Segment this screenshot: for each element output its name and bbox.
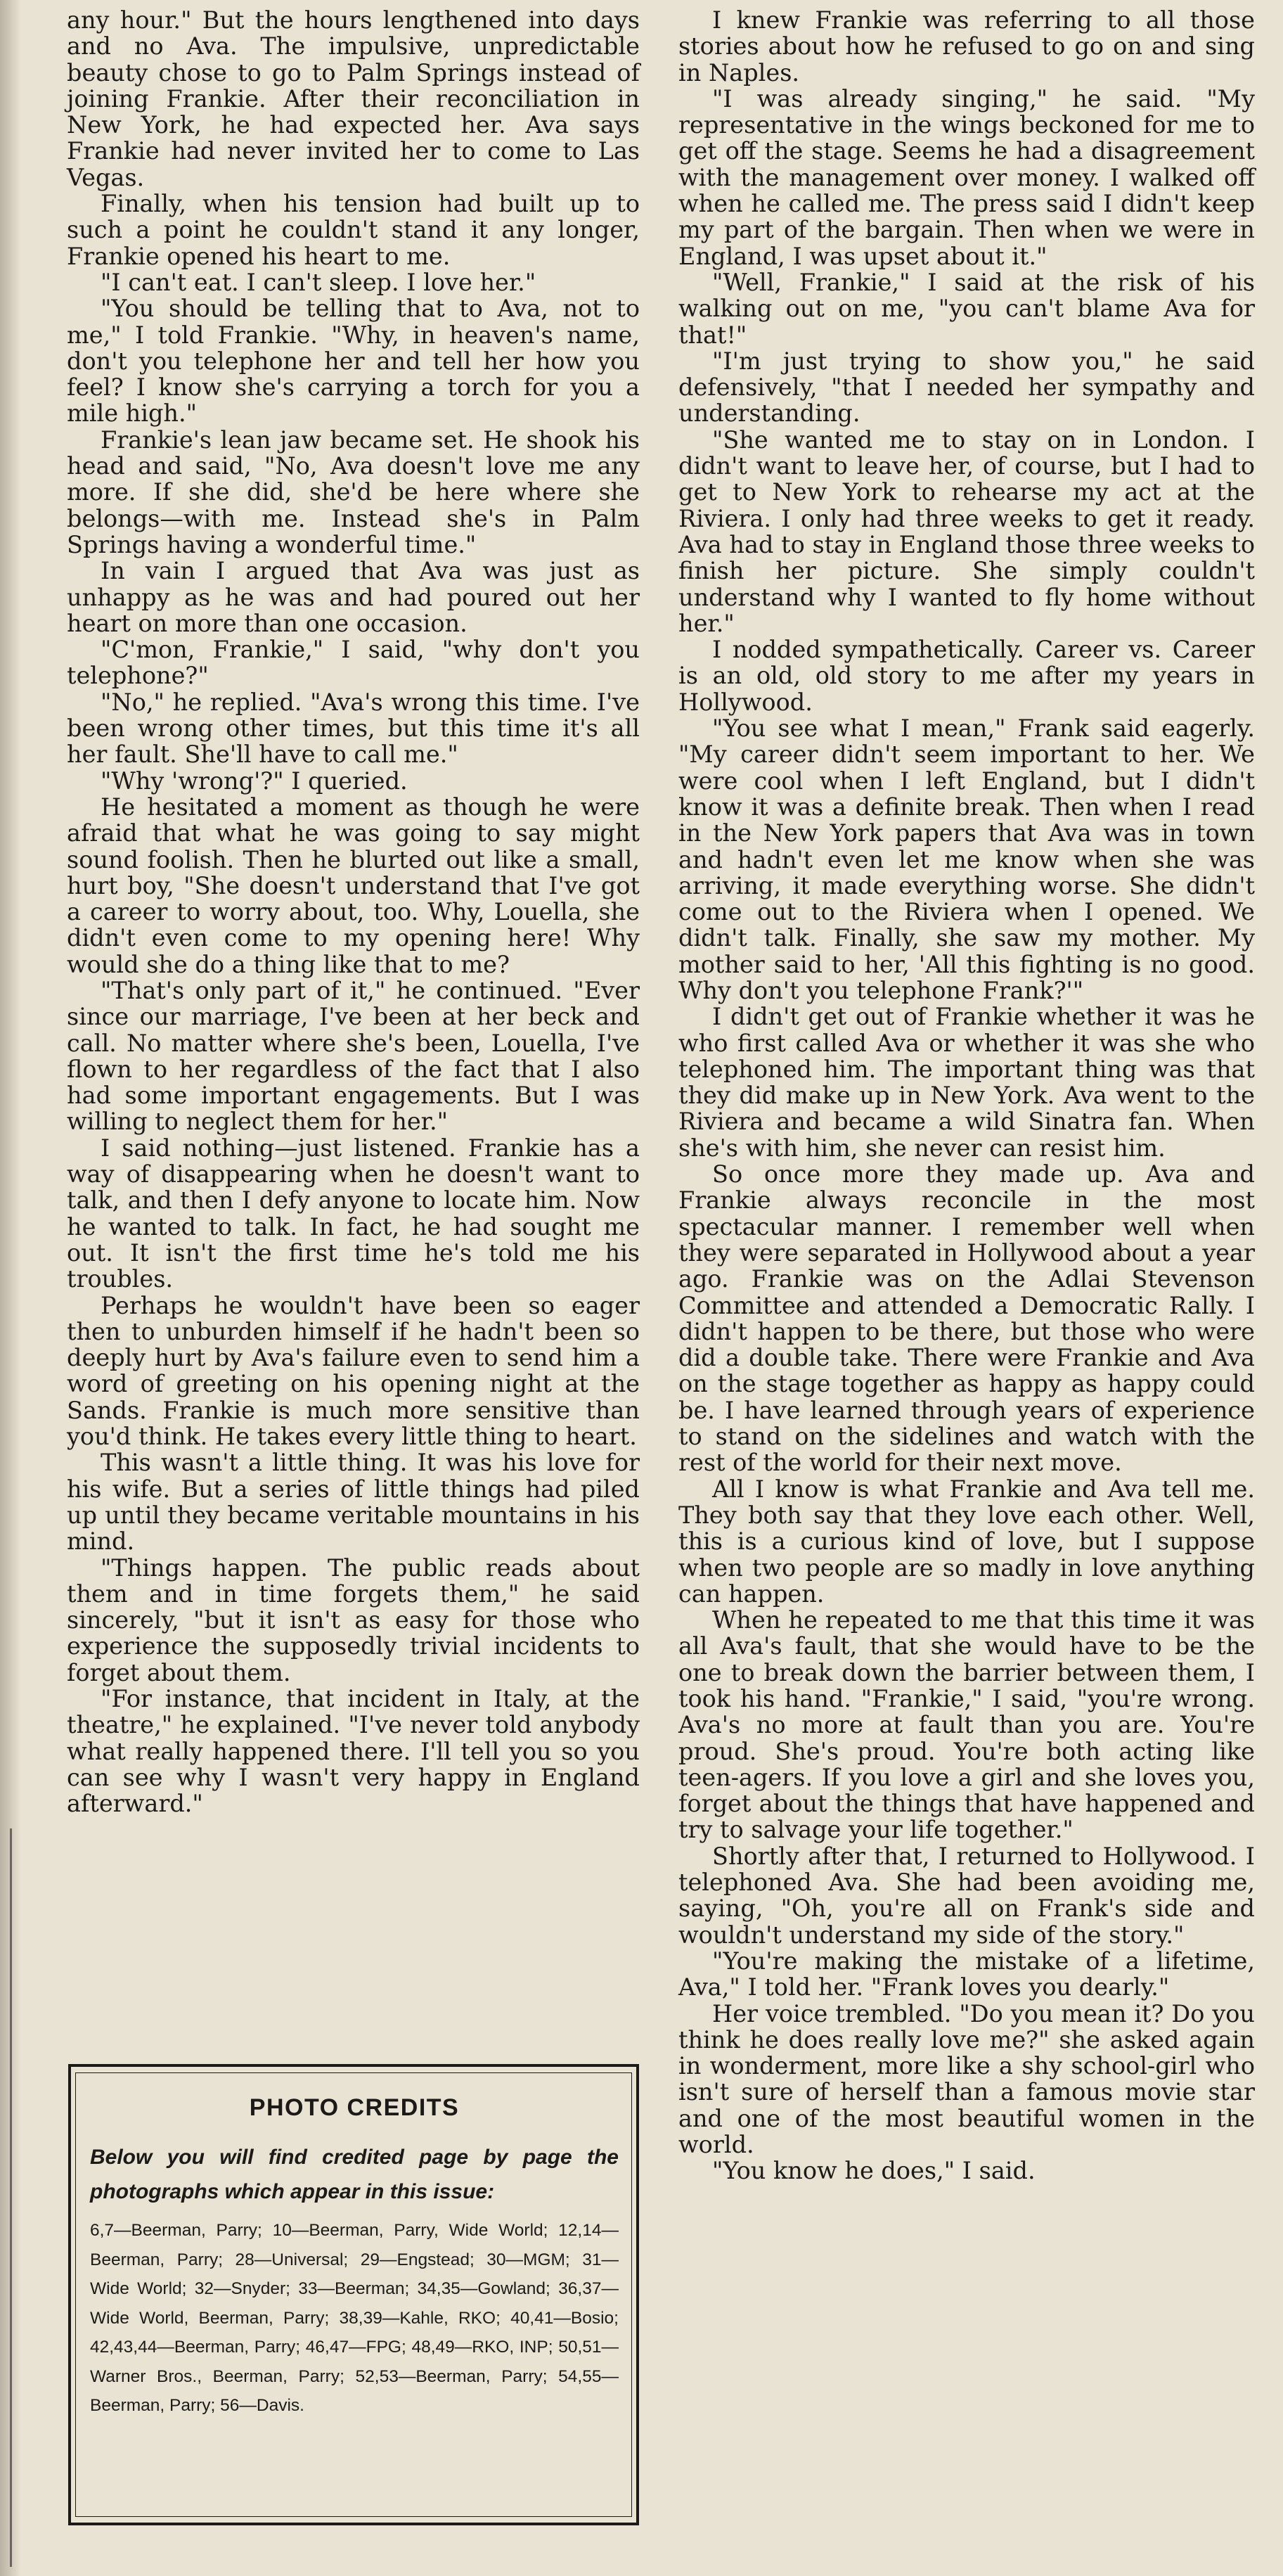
article-paragraph: "You should be telling that to Ava, not to me," I told Frankie. "Why, in heaven's name, don't you telephone her and tell her how you feel? I know she's carrying a torch for you a mile high.": [67, 295, 640, 428]
article-paragraph: He hesitated a moment as though he were afraid that what he was going to say might sound foolish. Then he blurted out like a small, hurt boy, "She doesn't understand that I've got a career to worry about, too. Why, Louella, she didn't even come to my opening here! Why would she do a thing like that to me?: [67, 793, 640, 978]
article-paragraph: I knew Frankie was referring to all those stories about how he refused to go on and sing in Naples.: [678, 6, 1255, 86]
article-paragraph: "For instance, that incident in Italy, at the theatre," he explained. "I've never told anybody what really happened there. I'll tell you so you can see why I wasn't very happy in England afterward.": [67, 1685, 640, 1818]
article-paragraph: This wasn't a little thing. It was his love for his wife. But a series of little things had piled up until they became veritable mountains in his mind.: [67, 1449, 640, 1556]
article-paragraph: Finally, when his tension had built up to such a point he couldn't stand it any longer, Frankie opened his heart to me.: [67, 190, 640, 270]
article-paragraph: "Things happen. The public reads about them and in time forgets them," he said sincerely, "but it isn't as easy for those who experience the supposedly trivial incidents to forget about them.: [67, 1553, 640, 1686]
photo-credits-list: 6,7—Beerman, Parry; 10—Beerman, Parry, Wide World; 12,14—Beerman, Parry; 28—Universal; 29—Engstead; 30—MGM; 31—Wide World; 32—Snyder; 33—Beerman; 34,35—Gowland; 36,37—Wide World, Beerman, Parry; 38,39—Kahle, RKO; 40,41—Bosio; 42,43,44—Beerman, Parry; 46,47—FPG; 48,49—RKO, INP; 50,51—Warner Bros., Beerman, Parry; 52,53—Beerman, Parry; 54,55—Beerman, Parry; 56—Davis.: [90, 2221, 619, 2415]
article-paragraph: All I know is what Frankie and Ava tell me. They both say that they love each other. Well, this is a curious kind of love, but I suppose when two people are so madly in love anything can happen.: [678, 1475, 1255, 1608]
photo-credits-intro: Below you will find credited page by page the photographs which appear in this issue:: [90, 2146, 619, 2203]
article-paragraph: "You see what I mean," Frank said eagerly. "My career didn't seem important to her. We were cool when I left England, but I didn't know it was a definite break. Then when I read in the New York papers that Ava was in town and hadn't even let me know when she was arriving, it made everything worse. She didn't come out to the Riviera when I opened. We didn't talk. Finally, she saw my mother. My mother said to her, 'All this fighting is no good. Why don't you telephone Frank?'": [678, 715, 1255, 1004]
article-paragraph: any hour." But the hours lengthened into days and no Ava. The impulsive, unpredictable beauty chose to go to Palm Springs instead of joining Frankie. After their reconciliation in New York, he had expected her. Ava says Frankie had never invited her to come to Las Vegas.: [67, 6, 640, 191]
article-paragraph: "Why 'wrong'?" I queried.: [101, 767, 408, 795]
photo-credits-box: [68, 2064, 639, 2525]
article-paragraph: "C'mon, Frankie," I said, "why don't you telephone?": [67, 636, 640, 690]
article-paragraph: In vain I argued that Ava was just as unhappy as he was and had poured out her heart on more than one occasion.: [67, 557, 640, 637]
article-paragraph: I said nothing—just listened. Frankie has a way of disappearing when he doesn't want to talk, and then I defy anyone to locate him. Now he wanted to talk. In fact, he had sought me out. It isn't the first time he's told me his troubles.: [67, 1134, 640, 1293]
article-paragraph: "That's only part of it," he continued. "Ever since our marriage, I've been at her beck and call. No matter where she's been, Louella, I've flown to her regardless of the fact that I also had some important engagements. But I was willing to neglect them for her.": [67, 976, 640, 1136]
article-paragraph: Perhaps he wouldn't have been so eager then to unburden himself if he hadn't been so deeply hurt by Ava's failure even to send him a word of greeting on his opening night at the Sands. Frankie is much more sensitive than you'd think. He takes every little thing to heart.: [67, 1291, 640, 1451]
article-paragraph: "Well, Frankie," I said at the risk of his walking out on me, "you can't blame Ava for that!": [678, 268, 1255, 349]
article-paragraph: Frankie's lean jaw became set. He shook his head and said, "No, Ava doesn't love me any more. If she did, she'd be here where she belongs—with me. Instead she's in Palm Springs having a wonderful time.": [67, 425, 640, 558]
article-paragraph: "I was already singing," he said. "My representative in the wings beckoned for me to get off the stage. Seems he had a disagreement with the management over money. I walked off when he called me. The press said I didn't keep my part of the bargain. Then when we were in England, I was upset about it.": [678, 84, 1255, 270]
article-paragraph: Shortly after that, I returned to Hollywood. I telephoned Ava. She had been avoiding me, saying, "Oh, you're all on Frank's side and wouldn't understand my side of the story.": [678, 1842, 1255, 1949]
article-paragraph: When he repeated to me that this time it was all Ava's fault, that she would have to be the one to break down the barrier between them, I took his hand. "Frankie," I said, "you're wrong. Ava's no more at fault than you are. You're proud. She's proud. You're both acting like teen-agers. If you love a girl and she loves you, forget about the things that have happened and try to salvage your life together.": [678, 1606, 1255, 1844]
right-text-column: [678, 7, 1255, 2184]
article-paragraph: "You're making the mistake of a lifetime, Ava," I told her. "Frank loves you dearly.": [678, 1947, 1255, 2001]
article-paragraph: "No," he replied. "Ava's wrong this time. I've been wrong other times, but this time it's all her fault. She'll have to call me.": [67, 688, 640, 769]
article-paragraph: "She wanted me to stay on in London. I didn't want to leave her, of course, but I had to get to New York to rehearse my act at the Riviera. I only had three weeks to get it ready. Ava had to stay in England those three weeks to finish her picture. She simply couldn't understand why I wanted to fly home without her.": [678, 425, 1255, 637]
article-paragraph: So once more they made up. Ava and Frankie always reconcile in the most spectacular manner. I remember well when they were separated in Hollywood about a year ago. Frankie was on the Adlai Stevenson Committee and attended a Democratic Rally. I didn't happen to be there, but those who were did a double take. There were Frankie and Ava on the stage together as happy as happy could be. I have learned through years of experience to stand on the sidelines and watch with the rest of the world for their next move.: [678, 1160, 1255, 1477]
page-binding-edge: [0, 0, 21, 2576]
article-paragraph: "I can't eat. I can't sleep. I love her.": [101, 268, 536, 296]
article-paragraph: Her voice trembled. "Do you mean it? Do you think he does really love me?" she asked again in wonderment, more like a shy school-girl who isn't sure of herself than a famous movie star and one of the most beautiful women in the world.: [678, 1999, 1255, 2159]
photo-credits-inner-border: [75, 2072, 632, 2517]
left-text-column: [67, 7, 640, 1816]
article-paragraph: I didn't get out of Frankie whether it was he who first called Ava or whether it was she who telephoned him. The important thing was that they did make up in New York. Ava went to the Riviera and became a wild Sinatra fan. When she's with him, she never can resist him.: [678, 1003, 1255, 1162]
article-paragraph: I nodded sympathetically. Career vs. Career is an old, old story to me after my years in Hollywood.: [678, 636, 1255, 716]
article-paragraph: "You know he does," I said.: [712, 2157, 1036, 2185]
article-paragraph: "I'm just trying to show you," he said defensively, "that I needed her sympathy and understanding.: [678, 347, 1255, 428]
photo-credits-title: PHOTO CREDITS: [249, 2094, 460, 2121]
